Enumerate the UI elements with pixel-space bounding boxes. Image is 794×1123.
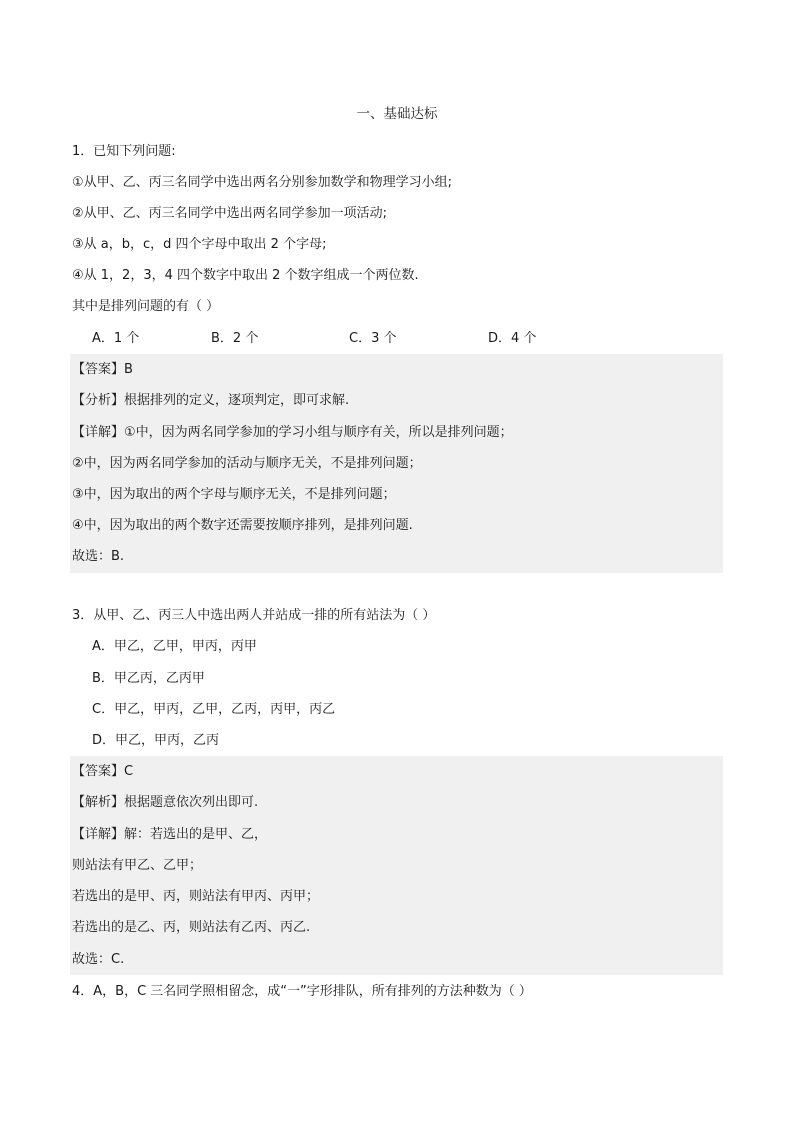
q1-choice: 故选：B. — [72, 549, 125, 564]
q1-option-d: D．4 个 — [488, 331, 537, 346]
q3-detail-4: 若选出的是乙、丙，则站法有乙丙、丙乙. — [72, 920, 311, 935]
q1-analysis: 【分析】根据排列的定义，逐项判定，即可求解. — [72, 393, 350, 408]
q3-option-d: D．甲乙，甲丙，乙丙 — [92, 733, 220, 748]
q1-item-4: ④从 1，2，3，4 四个数字中取出 2 个数字组成一个两位数. — [72, 268, 419, 283]
q3-detail-2: 则站法有甲乙、乙甲； — [72, 858, 203, 873]
q3-option-b: B．甲乙丙，乙丙甲 — [92, 671, 205, 686]
q1-detail-1: 【详解】①中，因为两名同学参加的学习小组与顺序有关，所以是排列问题； — [72, 425, 513, 440]
q1-detail-3: ③中，因为取出的两个字母与顺序无关，不是排列问题； — [72, 487, 396, 502]
q1-option-a: A．1 个 — [92, 331, 140, 346]
q1-detail-2: ②中，因为两名同学参加的活动与顺序无关，不是排列问题； — [72, 456, 422, 471]
q1-options — [92, 323, 722, 354]
q3-analysis: 【解析】根据题意依次列出即可. — [72, 795, 259, 810]
q3-detail-3: 若选出的是甲、丙，则站法有甲丙、丙甲； — [72, 889, 320, 904]
q1-item-3: ③从 a，b，c，d 四个字母中取出 2 个字母; — [72, 237, 327, 252]
q3-answer: 【答案】C — [72, 764, 134, 779]
q1-option-b: B．2 个 — [211, 331, 259, 346]
q1-item-2: ②从甲、乙、丙三名同学中选出两名同学参加一项活动; — [72, 206, 388, 221]
section-title: 一、基础达标 — [356, 106, 438, 122]
q3-detail-1: 【详解】解：若选出的是甲、乙， — [72, 827, 268, 842]
q3-choice: 故选：C. — [72, 952, 125, 967]
q1-stem: 1．已知下列问题: — [72, 144, 176, 159]
q3-option-a: A．甲乙，乙甲，甲丙，丙甲 — [92, 639, 257, 654]
q1-question: 其中是排列问题的有（ ） — [72, 299, 220, 314]
q3-option-c: C．甲乙，甲丙，乙甲，乙丙，丙甲，丙乙 — [92, 702, 336, 717]
q1-detail-4: ④中，因为取出的两个数字还需要按顺序排列，是排列问题. — [72, 518, 413, 533]
q1-option-c: C．3 个 — [349, 331, 397, 346]
q1-answer: 【答案】B — [72, 362, 133, 377]
q4-stem: 4．A，B，C 三名同学照相留念，成“一”字形排队，所有排列的方法种数为（ ） — [72, 984, 532, 999]
q3-stem: 3．从甲、乙、丙三人中选出两人并站成一排的所有站法为（ ） — [72, 608, 436, 623]
q1-item-1: ①从甲、乙、丙三名同学中选出两名分别参加数学和物理学习小组; — [72, 175, 453, 190]
